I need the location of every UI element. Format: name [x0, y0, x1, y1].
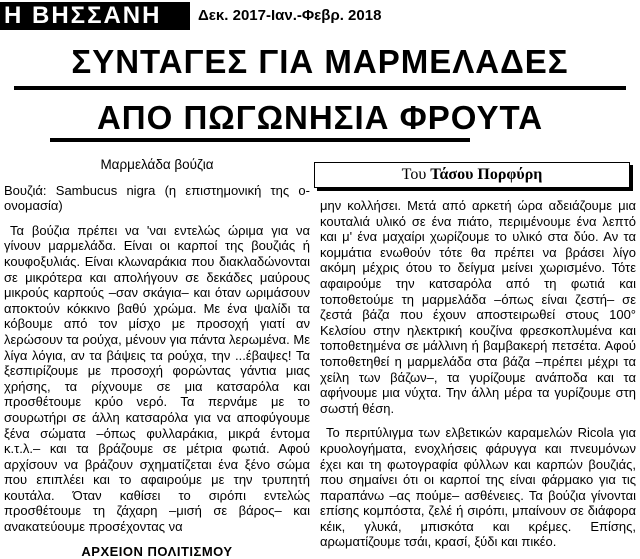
byline-author: Τάσου Πορφύρη [430, 166, 543, 183]
byline-prefix: Του [401, 166, 427, 183]
article-paragraph: μην κολλήσει. Μετά από αρκετή ώρα αδειάζουμε μια κουταλιά υλικό σε ένα πιάτο, περιμένουμε ένα λεπτό και μ' ένα μαχαίρι χωρίζουμε το υλικό στα δύο. Αν τα κομμάτια ενωθούν τότε θα πρέπει να βράσει λίγο ακόμη μέχρις ότου το δείγμα μείνει χωρισμένο. Τότε αφαιρούμε την κατσαρόλα από τη φωτιά και τοποθετούμε τη μαρμελάδα –όπως είναι ζεστή– σε ζεστά βάζα που έχουν αποστειρωθεί στους 100° Κελσίου στην ηλεκτρική κουζίνα φρεσκοπλυμένα και τοποθετημένα σε μάλλινη ή βαμβακερή πετσέτα. Αφού τοποθετηθεί η μαρμελάδα στα βάζα –πρέπει μέχρι τα χείλη των βάζων–, τα γυρίζουμε ανάποδα και τα αφήνουμε μια νύχτα. Την άλλη μέρα τα γυρίζουμε στη σωστή θέση. [320, 198, 636, 416]
article-title-line-2: ΑΠΟ ΠΩΓΩΝΗΣΙΑ ΦΡΟΥΤΑ [96, 99, 544, 136]
article-paragraph: Το περιτύλιγμα των ελβετικών καραμελών Ricola για κρυολογήματα, ενοχλήσεις φάρυγγα και πνευμόνων έχει και τη φωτογραφία φύλλων και καρπών βουζιάς, που σημαίνει ότι οι καρποί της είναι φάρμακο για τις παραπάνω –ας πούμε– ασθένειες. Τα βούζια γίνονται επίσης κομπόστα, ζελέ ή σιρόπι, μπαίνουν σε διάφορα κέικ, γλυκά, μπισκότα και κρέμες. Επίσης, αρωματίζουμε τσάι, κρασί, ξύδι και πικέο. [320, 425, 636, 550]
recipe-subheading: Μαρμελάδα βούζια [100, 157, 214, 172]
byline-box [314, 162, 630, 188]
paper-name: Η ΒΗΣΣΑΝΗ [0, 2, 190, 30]
title-underline-1 [14, 86, 626, 90]
issue-date: Δεκ. 2017-Ιαν.-Φεβρ. 2018 [198, 7, 382, 24]
article-column-left [4, 157, 310, 559]
source-credit: ΑΡΧΕΙΟΝ ΠΟΛΙΤΙΣΜΟΥ [81, 543, 233, 559]
article-paragraph: Τα βούζια πρέπει να 'ναι εντελώς ώριμα για να γίνουν μαρμελάδα. Είναι οι καρποί της βουζιάς ή κουφοξυλιάς. Είναι κλωναράκια που διακλαδώνονται σε μικρότερα και απολήγουν σε δεκάδες μαύρους μικρούς καρπούς –σαν σκάγια– και όταν ωριμάσουν αποκτούν κόκκινο βαθύ χρώμα. Με ένα ψαλίδι τα κόβουμε από τον μίσχο με προσοχή γιατί αν λερώσουν τα ρούχα, μένουν για πάντα λερωμένα. Με λίγα λόγια, αν τα βάψεις τα ρούχα, την ...έβαψες! Τα ξεσπιρίζουμε με προσοχή φορώντας γάντια μιας χρήσης, τα ρίχνουμε σε μια κατσαρόλα και προσθέτουμε κρύο νερό. Τα περνάμε με το σουρωτήρι σε άλλη κατσαρόλα για να αποφύγουμε ξένα σώματα –όπως φυλλαράκια, μικρά έντομα κ.τ.λ.– και τα βράζουμε σε μέτρια φωτιά. Αφού αρχίσουν να βράζουν σχηματίζεται ένα ξένο σώμα που επιπλέει και το αφαιρούμε με την τρυπητή κουτάλα. Όταν καθίσει το σιρόπι εντελώς προσθέτουμε τη ζάχαρη –μισή σε βάρος– και ανακατεύουμε προσέχοντας να [4, 222, 310, 535]
title-underline-2 [50, 138, 470, 142]
article-column-right [320, 198, 636, 559]
masthead [0, 0, 640, 34]
article-paragraph: Βουζιά: Sambucus nigra (η επιστημονική της ο-ονομασία) [4, 182, 310, 214]
article-title-line-1: ΣΥΝΤΑΓΕΣ ΓΙΑ ΜΑΡΜΕΛΑΔΕΣ [71, 43, 569, 80]
